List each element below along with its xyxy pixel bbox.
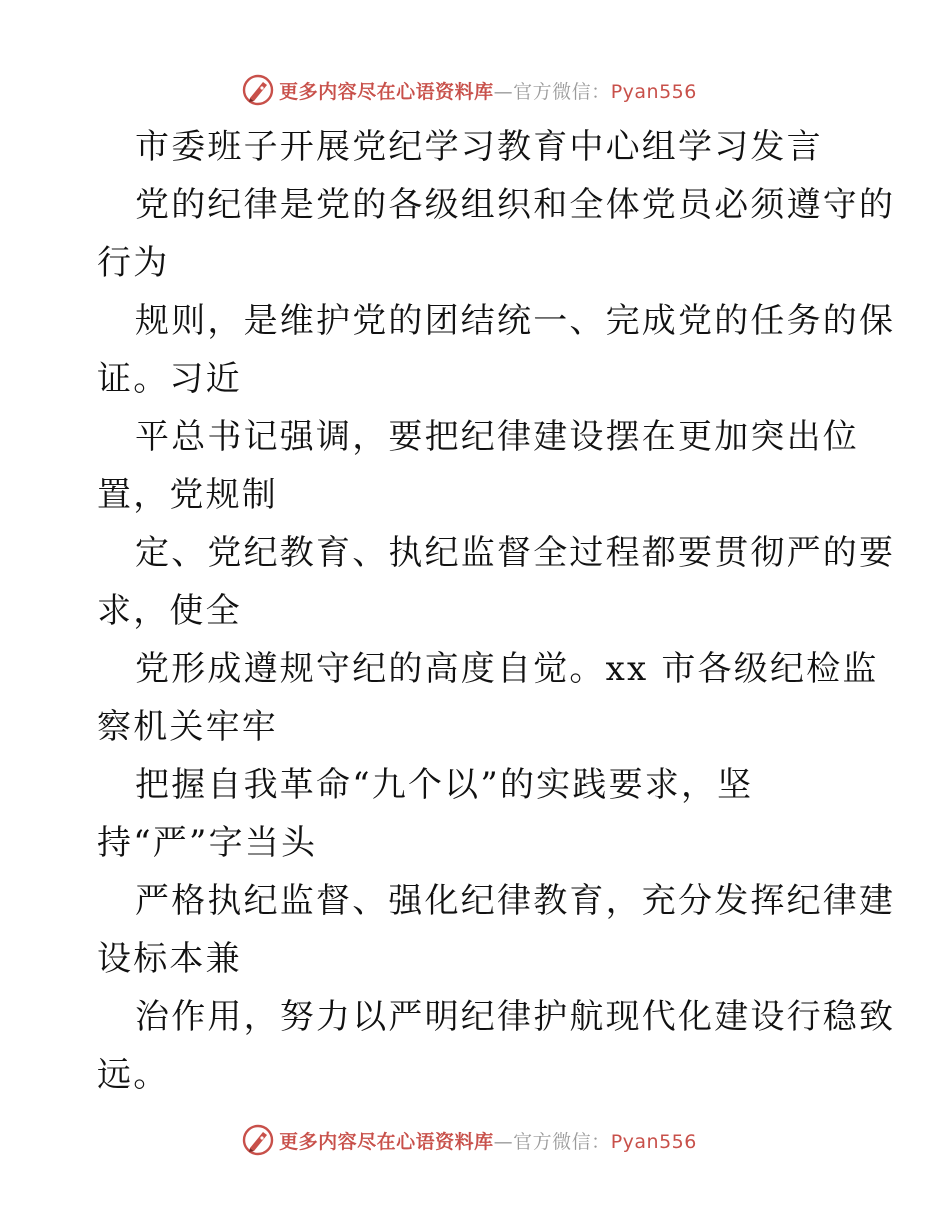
header-banner-text (279, 77, 697, 104)
paragraph-line: 置，党规制 (97, 475, 278, 515)
paragraph-line: 党的纪律是党的各级组织和全体党员必须遵守的 (135, 185, 896, 225)
paragraph-line: 平总书记强调，要把纪律建设摆在更加突出位 (135, 417, 859, 457)
footer-account: Pyan556 (610, 1130, 697, 1153)
paragraph-line: 治作用，努力以严明纪律护航现代化建设行稳致 (135, 997, 896, 1037)
paragraph-line: 党形成遵规守纪的高度自觉。xx 市各级纪检监 (135, 649, 879, 689)
footer-separator: —官方微信： (493, 1130, 611, 1153)
header-brand: 更多内容尽在心语资料库 (279, 80, 494, 103)
paragraph-line: 定、党纪教育、执纪监督全过程都要贯彻严的要 (135, 533, 896, 573)
pen-logo-icon (241, 73, 275, 107)
paragraph-line: 远。 (97, 1055, 170, 1095)
pen-logo-icon (241, 1123, 275, 1157)
footer-banner-text (279, 1127, 697, 1154)
header-banner (0, 70, 950, 110)
footer-banner (0, 1120, 950, 1160)
paragraph-line: 察机关牢牢 (97, 707, 278, 747)
paragraph-line: 规则，是维护党的团结统一、完成党的任务的保 (135, 301, 896, 341)
paragraph-line: 持“严”字当头 (97, 823, 318, 863)
paragraph-line: 证。习近 (97, 359, 242, 399)
document-title: 市委班子开展党纪学习教育中心组学习发言 (135, 127, 823, 167)
header-account: Pyan556 (610, 80, 697, 103)
paragraph-line: 求，使全 (97, 591, 242, 631)
paragraph-line: 把握自我革命“九个以”的实践要求，坚 (135, 765, 754, 805)
footer-brand: 更多内容尽在心语资料库 (279, 1130, 494, 1153)
paragraph-line: 行为 (97, 243, 170, 283)
header-separator: —官方微信： (493, 80, 611, 103)
paragraph-line: 设标本兼 (97, 939, 242, 979)
paragraph-line: 严格执纪监督、强化纪律教育，充分发挥纪律建 (135, 881, 896, 921)
